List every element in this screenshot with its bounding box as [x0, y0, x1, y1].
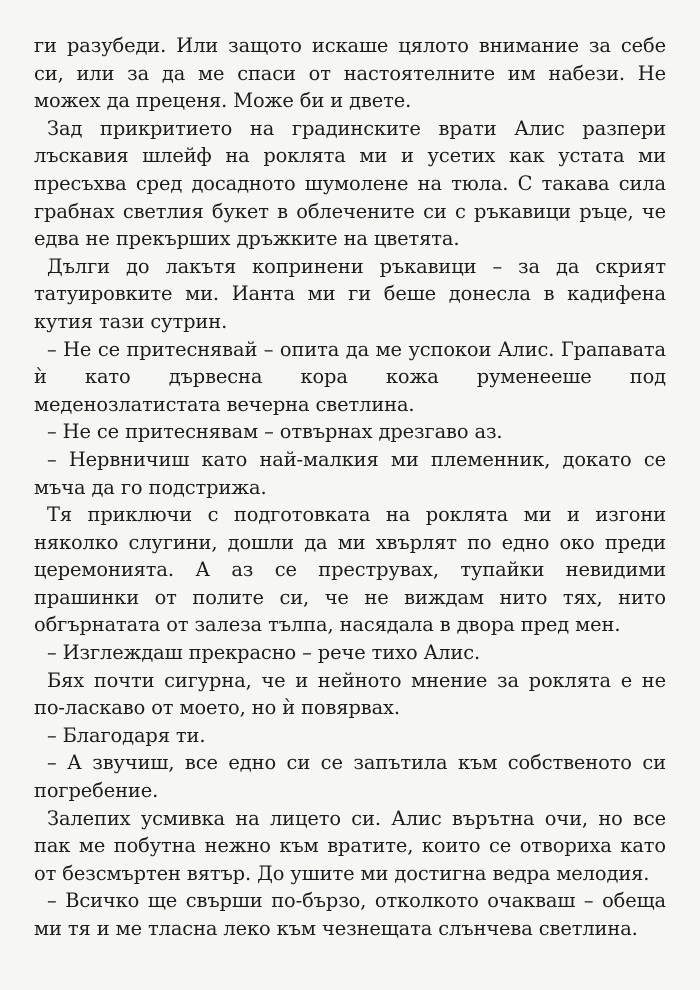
paragraph-10: – Благодаря ти. [47, 723, 206, 747]
paragraph-9: Бях почти сигурна, че и нейното мнение за роклята е не по-ласкаво от моето, но ѝ повярвах. [34, 668, 666, 720]
paragraph-3: Дълги до лакътя копринени ръкавици – за да скрият татуировките ми. Ианта ми ги беше донесла в кадифена кутия тази сутрин. [34, 254, 666, 333]
paragraph-5: – Не се притеснявам – отвърнах дрезгаво аз. [47, 420, 503, 444]
book-page [34, 32, 666, 943]
paragraph-7: Тя приключи с подготовката на роклята ми и изгони няколко слугини, дошли да ми хвърлят по едно око преди церемонията. А аз се преструвах, тупайки невидими прашинки от полите си, че не виждам нито тях, нито обгърнатата от залеза тълпа, насядала в двора пред мен. [34, 503, 666, 637]
paragraph-1: ги разубеди. Или защото искаше цялото внимание за себе си, или за да ме спаси от настоятелните им набези. Не можех да преценя. Може би и двете. [34, 34, 666, 113]
paragraph-13: – Всичко ще свърши по-бързо, отколкото очакваш – обеща ми тя и ме тласна леко към чезнещата слънчева светлина. [34, 889, 666, 940]
paragraph-11: – А звучиш, все едно си се запътила към собственото си погребение. [34, 751, 666, 803]
paragraph-2: Зад прикритието на градинските врати Алис разпери лъскавия шлейф на роклята ми и усетих как устата ми пресъхва сред досадното шумолене на тюла. С такава сила грабнах светлия букет в облечените си с ръкавици ръце, че едва не прекърших дръжките на цветята. [34, 116, 666, 251]
paragraph-12: Залепих усмивка на лицето си. Алис върътна очи, но все пак ме побутна нежно към вратите, които се отвориха като от безсмъртен вятър. До ушите ми достигна ведра мелодия. [34, 806, 666, 885]
paragraph-6: – Нервничиш като най-малкия ми племенник, докато се мъча да го подстрижа. [34, 447, 666, 499]
paragraph-4: – Не се притеснявай – опита да ме успокои Алис. Грапавата ѝ като дървесна кора кожа руменееше под меденозлатистата вечерна светлина. [34, 337, 666, 416]
paragraph-8: – Изглеждаш прекрасно – рече тихо Алис. [47, 641, 481, 665]
